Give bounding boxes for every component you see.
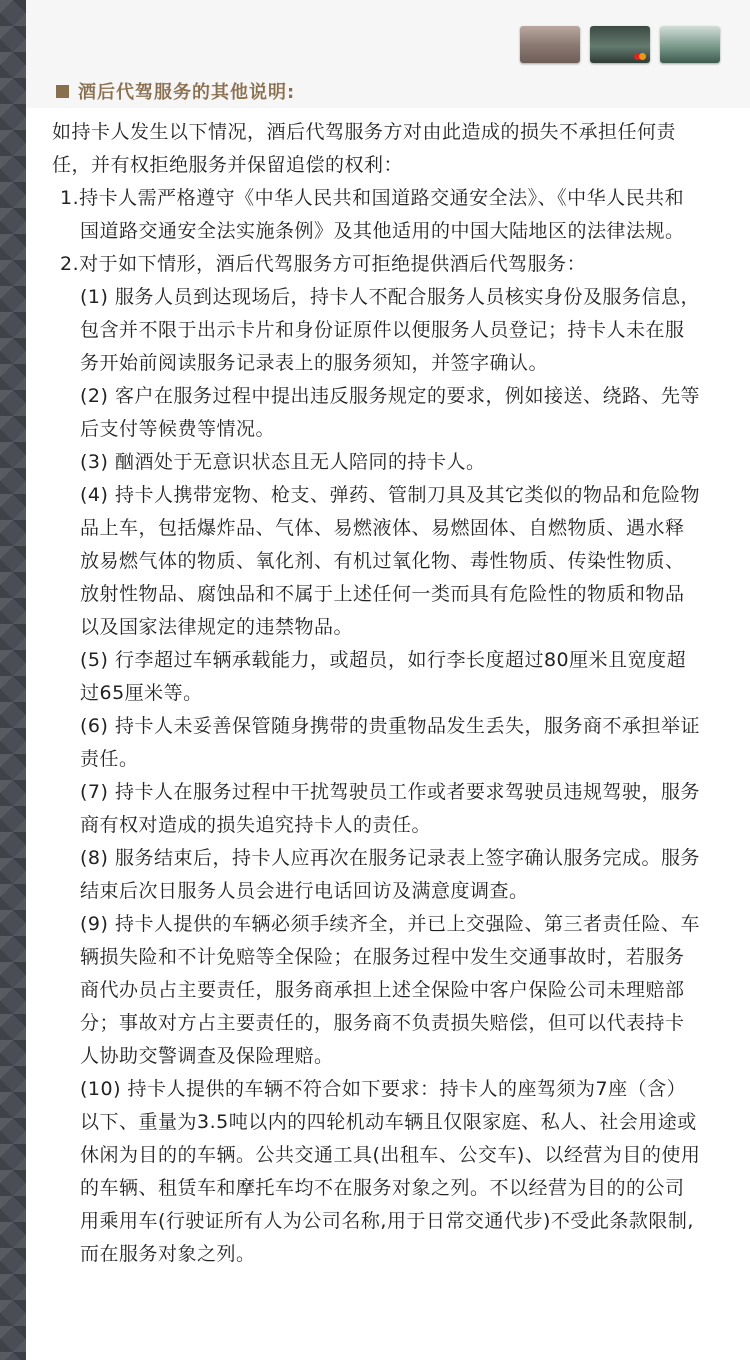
section-heading-text: 酒后代驾服务的其他说明:	[78, 82, 296, 103]
square-bullet-icon	[56, 85, 69, 98]
list-item: 2.对于如下情形，酒后代驾服务方可拒绝提供酒后代驾服务：	[60, 253, 587, 275]
section-heading	[56, 78, 295, 104]
sub-list-item: (10) 持卡人提供的车辆不符合如下要求：持卡人的座驾须为7座（含）以下、重量为3.5吨以内的四轮机动车辆且仅限家庭、私人、社会用途或休闲为目的的车辆。公共交通工具(出租车、公交车)、以经营为目的使用的车辆、租赁车和摩托车均不在服务对象之列。不以经营为目的的公司用乘用车(行驶证所有人为公司名称,用于日常交通代步)不受此条款限制,而在服务对象之列。	[80, 1078, 701, 1265]
mastercard-logo-icon	[634, 53, 646, 60]
sub-list-item: (8) 服务结束后，持卡人应再次在服务记录表上签字确认服务完成。服务结束后次日服务人员会进行电话回访及满意度调查。	[80, 847, 700, 902]
sub-list-item: (1) 服务人员到达现场后，持卡人不配合服务人员核实身份及服务信息，包含并不限于出示卡片和身份证原件以便服务人员登记；持卡人未在服务开始前阅读服务记录表上的服务须知，并签字确认。	[80, 286, 700, 374]
terms-content	[52, 116, 702, 1271]
list-item: 1.持卡人需严格遵守《中华人民共和国道路交通安全法》、《中华人民共和国道路交通安全法实施条例》及其他适用的中国大陆地区的法律法规。	[60, 187, 685, 242]
card-thumbnail-2[interactable]	[590, 26, 650, 63]
sub-list-item: (4) 持卡人携带宠物、枪支、弹药、管制刀具及其它类似的物品和危险物品上车，包括爆炸品、气体、易燃液体、易燃固体、自燃物质、遇水释放易燃气体的物质、氧化剂、有机过氧化物、毒性物质、传染性物质、放射性物品、腐蚀品和不属于上述任何一类而具有危险性的物质和物品以及国家法律规定的违禁物品。	[80, 484, 700, 638]
intro-paragraph: 如持卡人发生以下情况，酒后代驾服务方对由此造成的损失不承担任何责任，并有权拒绝服务并保留追偿的权利：	[52, 121, 677, 176]
card-thumbnails	[520, 26, 720, 63]
sub-list-item: (9) 持卡人提供的车辆必须手续齐全，并已上交强险、第三者责任险、车辆损失险和不计免赔等全保险；在服务过程中发生交通事故时，若服务商代办员占主要责任，服务商承担上述全保险中客户保险公司未理赔部分；事故对方占主要责任的，服务商不负责损失赔偿，但可以代表持卡人协助交警调查及保险理赔。	[80, 913, 700, 1067]
sub-list-item: (7) 持卡人在服务过程中干扰驾驶员工作或者要求驾驶员违规驾驶，服务商有权对造成的损失追究持卡人的责任。	[80, 781, 700, 836]
sub-list-item: (3) 酗酒处于无意识状态且无人陪同的持卡人。	[80, 451, 486, 473]
sub-list-item: (5) 行李超过车辆承载能力，或超员，如行李长度超过80厘米且宽度超过65厘米等。	[80, 649, 687, 704]
decorative-side-strip	[0, 0, 26, 1360]
sub-list-item: (6) 持卡人未妥善保管随身携带的贵重物品发生丢失，服务商不承担举证责任。	[80, 715, 700, 770]
card-thumbnail-1[interactable]	[520, 26, 580, 63]
sub-list-item: (2) 客户在服务过程中提出违反服务规定的要求，例如接送、绕路、先等后支付等候费等情况。	[80, 385, 700, 440]
card-thumbnail-3[interactable]	[660, 26, 720, 63]
